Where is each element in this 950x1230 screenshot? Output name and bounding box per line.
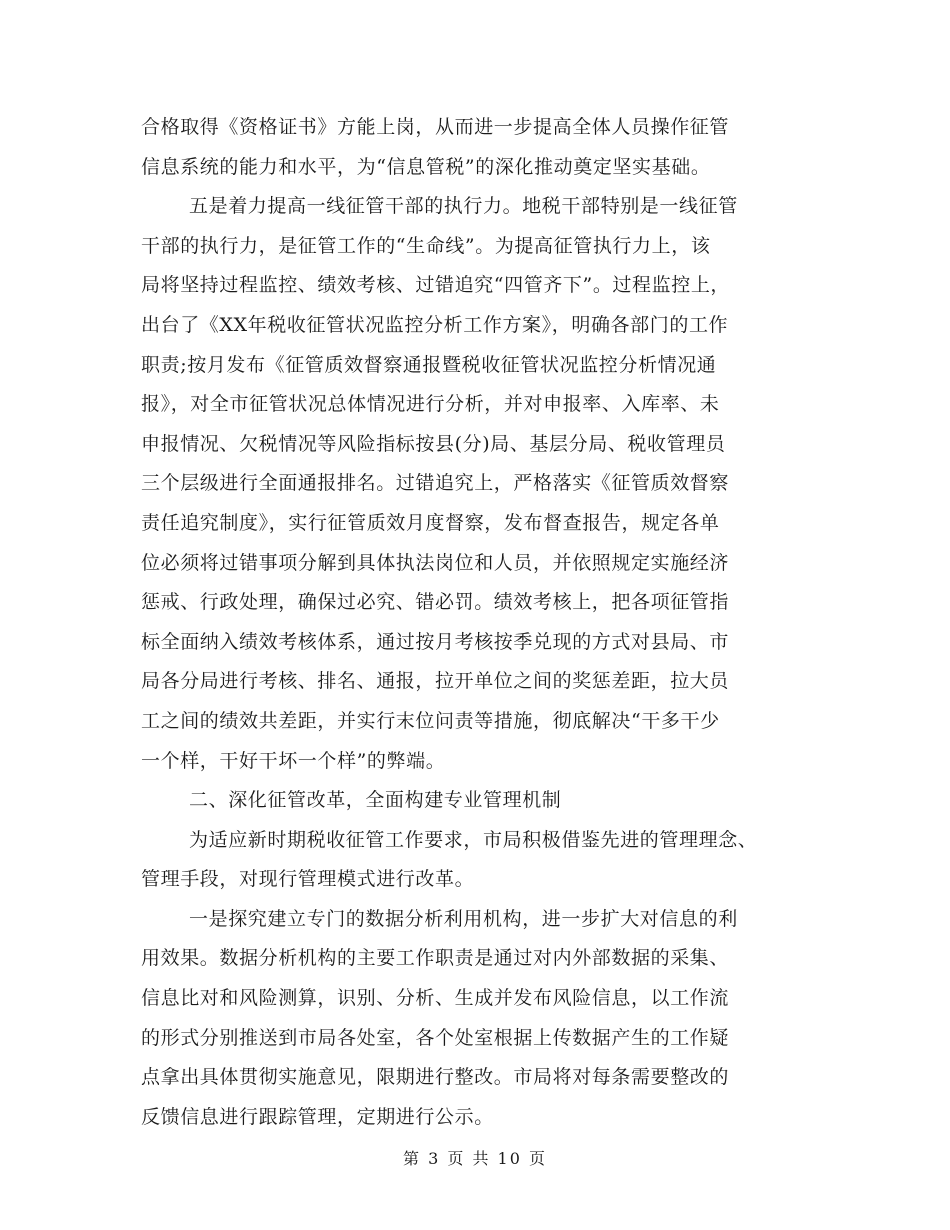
text-line: 一个样，干好干坏一个样”的弊端。 <box>141 749 446 772</box>
text-line: 用效果。数据分析机构的主要工作职责是通过对内外部数据的采集、 <box>141 947 730 970</box>
text-line: 工之间的绩效共差距，并实行末位问责等措施，彻底解决“干多干少 <box>141 709 720 732</box>
body-text <box>141 108 801 1137</box>
text-line: 位必须将过错事项分解到具体执法岗位和人员，并依照规定实施经济 <box>141 551 730 574</box>
text-line: 的形式分别推送到市局各处室，各个处室根据上传数据产生的工作疑 <box>141 1026 730 1049</box>
text-line: 信息系统的能力和水平，为“信息管税”的深化推动奠定坚实基础。 <box>141 155 711 178</box>
text-line: 报》，对全市征管状况总体情况进行分析，并对申报率、入库率、未 <box>141 393 720 416</box>
text-line: 点拿出具体贯彻实施意见，限期进行整改。市局将对每条需要整改的 <box>141 1066 730 1089</box>
page-number-footer: 第 3 页 共 10 页 <box>403 1149 547 1168</box>
paragraph-start-line: 为适应新时期税收征管工作要求，市局积极借鉴先进的管理理念、 <box>189 828 758 851</box>
paragraph-start-line: 一是探究建立专门的数据分析利用机构，进一步扩大对信息的利 <box>189 907 738 930</box>
text-line: 信息比对和风险测算，识别、分析、生成并发布风险信息，以工作流 <box>141 987 730 1010</box>
text-line: 反馈信息进行跟踪管理，定期进行公示。 <box>141 1105 494 1128</box>
paragraph-start-line: 五是着力提高一线征管干部的执行力。地税干部特别是一线征管 <box>189 195 738 218</box>
text-line: 干部的执行力，是征管工作的“生命线”。为提高征管执行力上，该 <box>141 234 711 257</box>
text-line: 局各分局进行考核、排名、通报，拉开单位之间的奖惩差距，拉大员 <box>141 670 730 693</box>
text-line: 出台了《XX年税收征管状况监控分析工作方案》，明确各部门的工作 <box>141 313 729 336</box>
text-line: 标全面纳入绩效考核体系，通过按月考核按季兑现的方式对县局、市 <box>141 630 730 653</box>
text-line: 惩戒、行政处理，确保过必究、错必罚。绩效考核上，把各项征管指 <box>141 591 730 614</box>
text-line: 责任追究制度》，实行征管质效月度督察，发布督查报告，规定各单 <box>141 511 720 534</box>
text-line: 三个层级进行全面通报排名。过错追究上，严格落实《征管质效督察 <box>141 472 730 495</box>
text-line: 局将坚持过程监控、绩效考核、过错追究“四管齐下”。过程监控上， <box>141 274 731 297</box>
text-line: 管理手段，对现行管理模式进行改革。 <box>141 868 475 891</box>
text-line: 申报情况、欠税情况等风险指标按县(分)局、基层分局、税收管理员 <box>141 432 726 455</box>
section-heading: 二、深化征管改革，全面构建专业管理机制 <box>189 789 562 812</box>
text-line: 合格取得《资格证书》方能上岗，从而进一步提高全体人员操作征管 <box>141 116 730 138</box>
text-line: 职责;按月发布《征管质效督察通报暨税收征管状况监控分析情况通 <box>141 353 717 376</box>
